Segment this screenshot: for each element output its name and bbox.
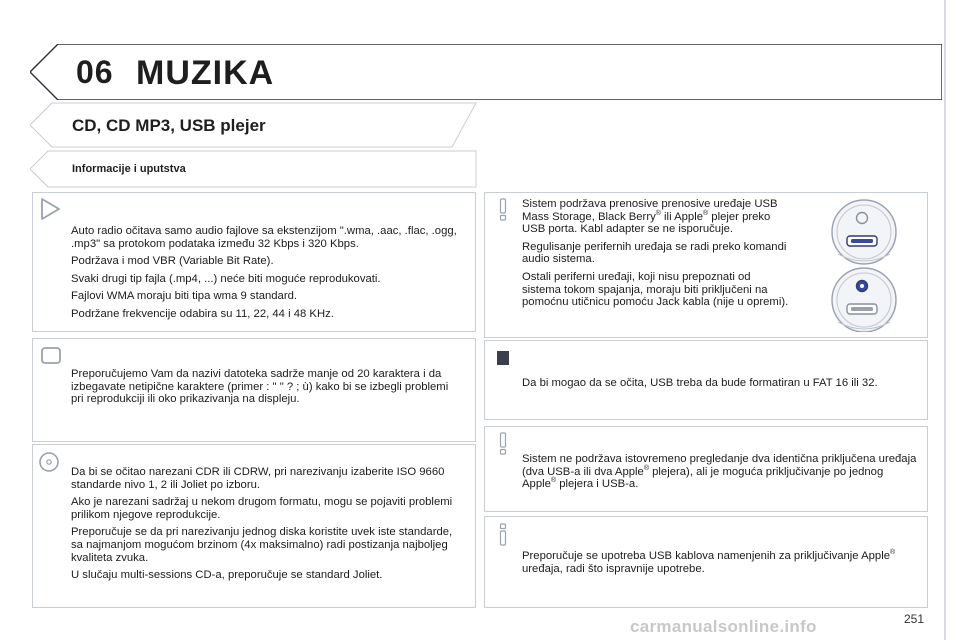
- formats-para: Fajlovi WMA moraju biti tipa wma 9 standard.: [71, 290, 298, 303]
- registered-mark: ®: [550, 477, 557, 485]
- square-block-icon: [492, 345, 514, 371]
- identical-line: plejera i USB-a.: [556, 478, 639, 491]
- cables-line: uređaja, radi što ispravnije upotrebe.: [522, 562, 705, 575]
- chapter-number: 06: [76, 54, 114, 90]
- identical-line: plejera), ali je moguća priključivanje po jednog Apple: [522, 465, 884, 491]
- info-i-icon: [492, 521, 514, 547]
- cd-para: Preporučuje se da pri narezivanju jednog diska koristite uvek iste standarde, sa najmanjom mogućom brzinom (4x maksimalno) radi postizanja najboljeg kvaliteta zvuka.: [71, 526, 453, 564]
- names-text: [71, 368, 455, 411]
- formats-text: [71, 225, 467, 326]
- names-para: Preporučujemo Vam da nazivi datoteka sadrže manje od 20 karaktera i da izbegavate netipične karaktere (primer : " " ? ; ù) kako bi se izbegli problemi pri reprodukciji ili oko prikazivanja na displeju.: [71, 368, 449, 406]
- devices-line: plejer preko USB porta. Kabl adapter se ne isporučuje.: [522, 210, 771, 236]
- devices-line: ili Apple: [660, 210, 703, 223]
- formats-para: Svaki drugi tip fajla (.mp4, ...) neće biti moguće reprodukovati.: [71, 272, 381, 285]
- usb-port-illustration: [826, 198, 904, 332]
- devices-para: Ostali periferni uređaji, koji nisu prepoznati od sistema tokom spajanja, moraju biti priključeni na pomoćnu utičnicu pomoću Jack kabla (nije u opremi).: [522, 270, 789, 309]
- display-screen-icon: [40, 343, 62, 369]
- fat-text: [522, 377, 922, 395]
- cd-para: Ako je narezani sadržaj u nekom drugom formatu, mogu se pojaviti problemi prilikom njegove reprodukcije.: [71, 496, 453, 521]
- cables-line: Preporučuje se upotreba USB kablova namenjenih za priključivanje Apple: [522, 550, 890, 562]
- cables-text: [522, 550, 918, 580]
- watermark-text: carmanualsonline.info: [630, 617, 817, 636]
- devices-para: Regulisanje perifernih uređaja se radi preko komandi audio sistema.: [522, 240, 787, 266]
- registered-mark: ®: [643, 464, 649, 472]
- cd-para: U slučaju multi-sessions CD-a, preporučuje se standard Joliet.: [71, 569, 383, 582]
- cd-text: [71, 466, 467, 587]
- page-number: 251: [904, 612, 925, 626]
- devices-line: Sistem podržava prenosive prenosive uređaje USB Mass Storage, Black Berry: [522, 198, 778, 223]
- registered-mark: ®: [655, 209, 661, 217]
- warning-exclamation-icon: [492, 196, 514, 222]
- section-title: CD, CD MP3, USB plejer: [72, 116, 266, 135]
- chapter-title: MUZIKA: [136, 54, 275, 92]
- triangle-play-icon: [40, 196, 62, 222]
- fat-para: Da bi mogao da se očita, USB treba da bude formatiran u FAT 16 ili 32.: [522, 377, 878, 389]
- disc-icon: [38, 449, 60, 475]
- registered-mark: ®: [890, 549, 896, 557]
- page-edge-rule: [944, 0, 946, 640]
- subsection-title: Informacije i uputstva: [72, 163, 186, 175]
- formats-para: Podržane frekvencije odabira su 11, 22, 44 i 48 KHz.: [71, 307, 334, 320]
- identical-line: Sistem ne podržava istovremeno pregledanje dva identična priključena uređaja (dva USB-a ili dva Apple: [522, 453, 917, 478]
- devices-text: [522, 198, 790, 314]
- cd-para: Da bi se očitao narezani CDR ili CDRW, pri narezivanju izaberite ISO 9660 standarde nivo 1, 2 ili Joliet po izboru.: [71, 466, 445, 491]
- formats-para: Podržava i mod VBR (Variable Bit Rate).: [71, 255, 274, 268]
- registered-mark: ®: [702, 209, 709, 217]
- warning-exclamation-icon: [492, 430, 514, 456]
- formats-para: Auto radio očitava samo audio fajlove sa ekstenzijom ".wma, .aac, .flac, .ogg, .mp3" sa protokom podataka između 32 Kbps i 320 Kbps.: [71, 225, 457, 250]
- identical-text: [522, 453, 918, 496]
